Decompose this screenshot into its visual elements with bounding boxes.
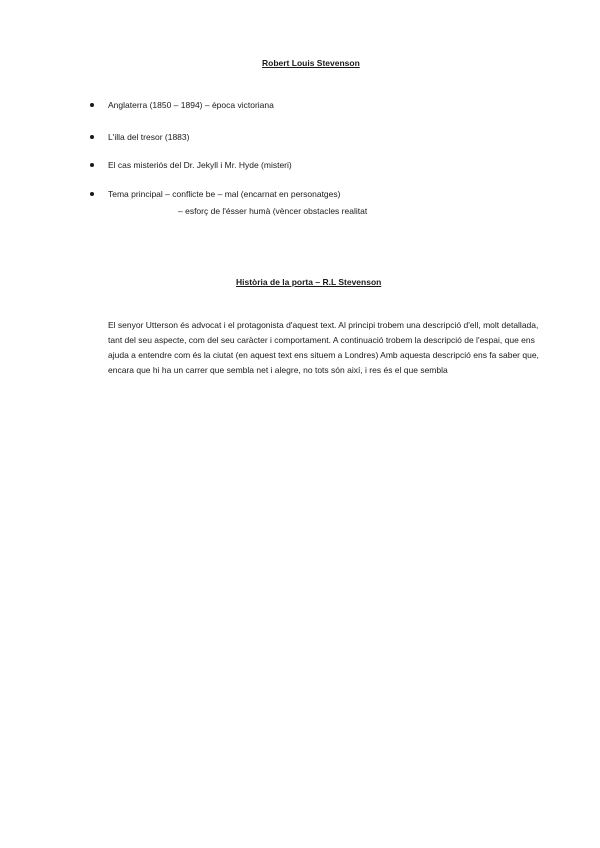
document-title: Robert Louis Stevenson (262, 58, 360, 68)
bullet-icon (90, 135, 94, 139)
list-item-text: Tema principal – conflicte be – mal (encarnat en personatges) (108, 189, 341, 199)
body-paragraph: El senyor Utterson és advocat i el protagonista d'aquest text. Al principi trobem una descripció d'ell, molt detallada, tant del seu aspecte, com del seu caràcter i comportament. A continuació trobem la descripció de l'espai, que ens ajuda a entendre com és la ciutat (en aquest text ens situem a Londres) Amb aquesta descripció ens fa saber que, encara que hi ha un carrer que sembla net i alegre, no tots són així, i res és el que sembla (108, 320, 539, 375)
bullet-continuation-text: – esforç de l'ésser humà (vèncer obstacles realitat (178, 206, 368, 216)
list-item-text: Anglaterra (1850 – 1894) – època victoriana (108, 100, 274, 110)
bullet-icon (90, 163, 94, 167)
section-title: Història de la porta – R.L Stevenson (236, 277, 382, 287)
list-item-text: L'illa del tresor (1883) (108, 132, 190, 142)
list-item-text: El cas misteriós del Dr. Jekyll i Mr. Hyde (misteri) (108, 160, 292, 170)
bullet-icon (90, 103, 94, 107)
bullet-icon (90, 192, 94, 196)
